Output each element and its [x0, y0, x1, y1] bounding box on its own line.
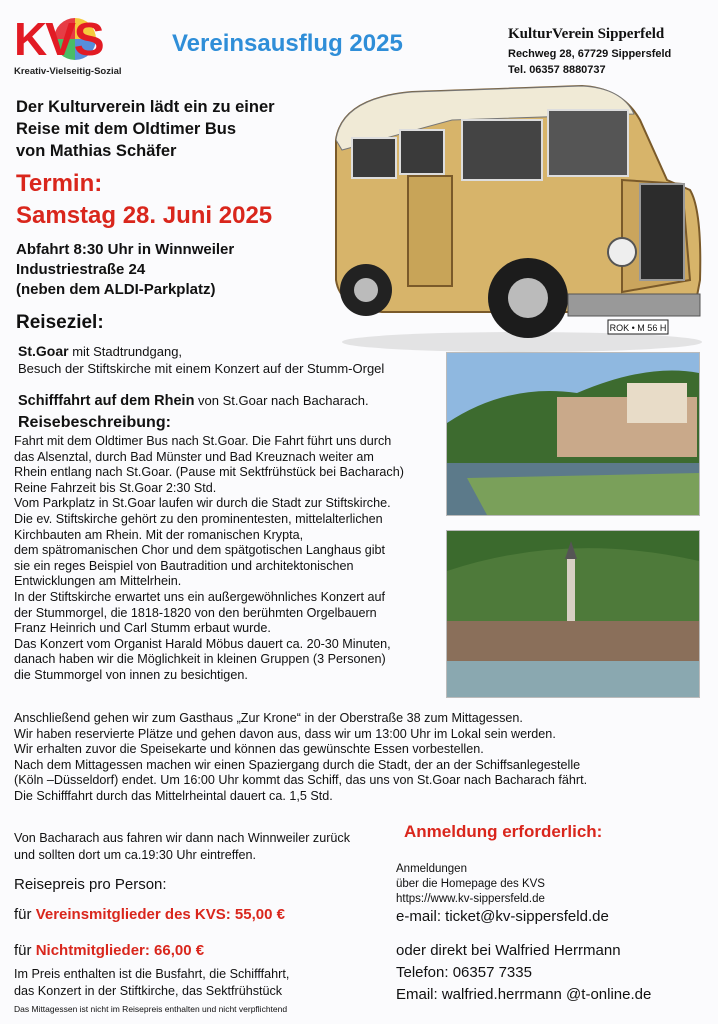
text-line: Vom Parkplatz in St.Goar laufen wir durch die Stadt zur Stiftskirche.: [14, 496, 391, 511]
nonmember-price: [14, 942, 204, 959]
text-line: Fahrt mit dem Oldtimer Bus nach St.Goar. Die Fahrt führt uns durch: [14, 434, 392, 448]
direct-line: oder direkt bei Walfried Herrmann: [396, 942, 621, 959]
page-title: Vereinsausflug 2025: [172, 30, 403, 57]
termin-label: Termin:: [16, 170, 103, 197]
schiff-bold: Schifffahrt auf dem Rhein: [18, 393, 195, 409]
org-address: [508, 46, 671, 78]
schiff-rest: von St.Goar nach Bacharach.: [194, 393, 369, 408]
mem-prefix: für: [14, 906, 36, 923]
direct-contact: [396, 940, 651, 1006]
text-line: und sollten dort um ca.19:30 Uhr eintreffen.: [14, 848, 256, 862]
reiseziel-stgoar: [18, 343, 448, 377]
reiseziel-schiff: [18, 392, 369, 410]
st-goar-photo: [446, 352, 700, 516]
stgoar-rest: mit Stadtrundgang,: [68, 344, 183, 359]
anmeldung-info: [396, 862, 545, 907]
text-line: sie ein reges Beispiel von Bautradition und architektonischen: [14, 558, 354, 573]
beschreibung-text-full: [14, 711, 694, 805]
phone-contact: Telefon: 06357 7335: [396, 964, 532, 981]
address-line: Rechweg 28, 67729 Sippersfeld: [508, 48, 672, 60]
beschreibung-text: [14, 434, 444, 684]
anm-line: über die Homepage des KVS: [396, 878, 545, 890]
text-line: dem spätromanischen Chor und dem spätgotischen Langhaus gibt: [14, 543, 386, 558]
text-line: die Stummorgel von innen zu besichtigen.: [14, 667, 248, 682]
intro-line: Der Kulturverein lädt ein zu einer: [16, 98, 275, 116]
email-contact[interactable]: Email: walfried.herrmann @t-online.de: [396, 986, 652, 1003]
text-line: Die ev. Stiftskirche gehört zu den prominentesten, mittelalterlichen: [14, 511, 383, 526]
text-line: das Alsenztal, durch Bad Münster und Bad Kreuznach weiter am: [14, 449, 374, 464]
intro-line: von Mathias Schäfer: [16, 142, 177, 160]
intro-text: [16, 96, 336, 162]
text-line: Rhein entlang nach St.Goar. (Pause mit Sektfrühstück bei Bacharach): [14, 465, 404, 480]
text-line: Nach dem Mittagessen machen wir einen Spaziergang durch die Stadt, der an der Schiffsanlegestelle: [14, 757, 581, 772]
departure-line: (neben dem ALDI-Parkplatz): [16, 281, 216, 298]
oldtimer-bus-image: [322, 80, 710, 355]
text-line: danach haben wir die Möglichkeit in kleinen Gruppen (3 Personen): [14, 652, 386, 667]
non-value: Nichtmitglieder: 66,00 €: [35, 942, 205, 959]
license-plate: ROK • M 56 H: [609, 323, 667, 333]
text-line: Wir erhalten zuvor die Speisekarte und können das gewünschte Essen vorbestellen.: [14, 742, 484, 757]
phone-line: Tel. 06357 8880737: [508, 64, 606, 76]
member-price: [14, 906, 285, 923]
text-line: Entwicklungen am Mittelrhein.: [14, 574, 182, 589]
departure-info: [16, 240, 234, 300]
org-name: KulturVerein Sipperfeld: [508, 26, 665, 42]
incl-line: das Konzert in der Stiftkirche, das Sektfrühstück: [14, 984, 283, 998]
text-line: In der Stiftskirche erwartet uns ein außergewöhnliches Konzert auf: [14, 589, 386, 604]
termin-date: Samstag 28. Juni 2025: [16, 202, 273, 229]
price-heading: Reisepreis pro Person:: [14, 876, 167, 893]
text-line: Kirchbauten am Rhein. Mit der romanischen Krypta,: [14, 527, 304, 542]
termin-block: [16, 170, 272, 230]
beschreibung-heading: Reisebeschreibung:: [18, 414, 171, 431]
text-line: Von Bacharach aus fahren wir dann nach Winnweiler zurück: [14, 831, 351, 845]
stgoar-bold: St.Goar: [18, 343, 69, 359]
price-includes: [14, 966, 289, 1000]
footnote: Das Mittagessen ist nicht im Reisepreis enthalten und nicht verpflichtend: [14, 1004, 288, 1014]
reiseziel-heading: Reiseziel:: [16, 312, 104, 333]
mem-value: Vereinsmitglieder des KVS: 55,00 €: [35, 906, 285, 923]
stgoar-line2: Besuch der Stiftskirche mit einem Konzert auf der Stumm-Orgel: [18, 361, 385, 376]
rhine-town-photo: [446, 530, 700, 698]
text-line: Reine Fahrzeit bis St.Goar 2:30 Std.: [14, 480, 217, 495]
logo-text: KVS: [14, 13, 103, 65]
departure-line: Abfahrt 8:30 Uhr in Winnweiler: [16, 241, 235, 258]
text-line: (Köln –Düsseldorf) endet. Um 16:00 Uhr kommt das Schiff, das uns von St.Goar nach Bacharach fährt.: [14, 773, 588, 788]
anmeldung-heading: Anmeldung erforderlich:: [404, 822, 603, 841]
departure-line: Industriestraße 24: [16, 261, 146, 278]
kvs-logo: [10, 14, 140, 84]
intro-line: Reise mit dem Oldtimer Bus: [16, 120, 237, 138]
homepage-link[interactable]: https://www.kv-sippersfeld.de: [396, 893, 545, 905]
text-line: der Stummorgel, die 1818-1820 von den berühmten Orgelbauern: [14, 605, 377, 620]
text-line: Das Konzert vom Organist Harald Möbus dauert ca. 20-30 Minuten,: [14, 636, 391, 651]
return-info: [14, 830, 394, 864]
text-line: Die Schifffahrt durch das Mittelrheintal dauert ca. 1,5 Std.: [14, 788, 333, 803]
incl-line: Im Preis enthalten ist die Busfahrt, die Schifffahrt,: [14, 967, 290, 981]
logo-tagline: Kreativ-Vielseitig-Sozial: [14, 66, 122, 77]
text-line: Franz Heinrich und Carl Stumm erbaut wurde.: [14, 621, 271, 636]
text-line: Wir haben reservierte Plätze und gehen davon aus, dass wir um 13:00 Uhr im Lokal sein werden.: [14, 726, 556, 741]
anm-line: Anmeldungen: [396, 863, 467, 875]
email-ticket[interactable]: e-mail: ticket@kv-sippersfeld.de: [396, 908, 609, 925]
text-line: Anschließend gehen wir zum Gasthaus „Zur Krone“ in der Oberstraße 38 zum Mittagessen.: [14, 711, 523, 725]
non-prefix: für: [14, 942, 36, 959]
